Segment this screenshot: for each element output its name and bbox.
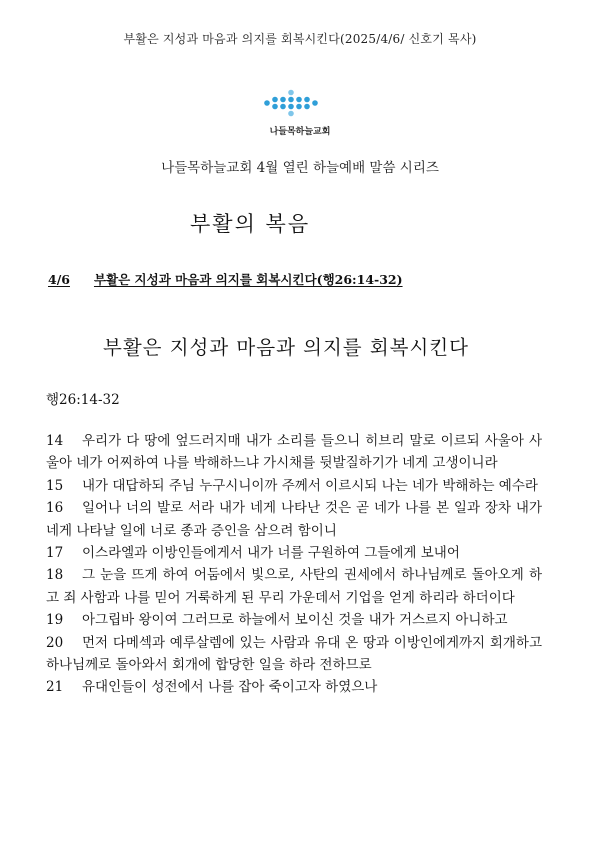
logo-dot [288, 97, 294, 103]
logo-dot [264, 100, 270, 106]
verse-item [46, 475, 542, 497]
verse-number: 17 [46, 545, 64, 562]
logo-dot [280, 104, 286, 110]
verse-text: 내가 대답하되 주님 누구시니이까 주께서 이르시되 나는 네가 박해하는 예수라 [82, 477, 538, 494]
logo-dot [304, 97, 310, 103]
schedule-line [48, 270, 403, 288]
logo-dot [288, 90, 294, 96]
verse-number: 16 [46, 500, 64, 517]
verse-item [46, 609, 542, 631]
verse-item [46, 676, 542, 698]
logo-dot [288, 111, 294, 117]
verse-number: 18 [46, 567, 64, 584]
logo-dot [272, 97, 278, 103]
church-logo-icon [263, 86, 319, 120]
logo-dot [280, 97, 286, 103]
logo-dot [296, 104, 302, 110]
schedule-title: 부활은 지성과 마음과 의지를 회복시킨다(행26:14-32) [93, 272, 403, 287]
verse-item [46, 430, 542, 475]
verse-item [46, 542, 542, 564]
sermon-title: 부활은 지성과 마음과 의지를 회복시킨다 [103, 336, 470, 359]
logo-dot [304, 104, 310, 110]
verse-number: 21 [46, 679, 64, 696]
verse-text: 아그립바 왕이여 그러므로 하늘에서 보이신 것을 내가 거스르지 아니하고 [82, 612, 508, 629]
schedule-date: 4/6 [48, 272, 70, 287]
verse-text: 우리가 다 땅에 엎드러지매 내가 소리를 들으니 히브리 말로 이르되 사울아 사울아 네가 어찌하여 나를 박해하느냐 가시채를 뒷발질하기가 네게 고생이니라 [46, 433, 542, 472]
verse-text: 그 눈을 뜨게 하여 어둠에서 빛으로, 사탄의 권세에서 하나님께로 돌아오게 하고 죄 사함과 나를 믿어 거룩하게 된 무리 가운데서 기업을 얻게 하리라 하더이다 [46, 567, 542, 606]
verse-text: 일어나 너의 발로 서라 내가 네게 나타난 것은 곧 네가 나를 본 일과 장차 내가 네게 나타날 일에 너로 종과 증인을 삼으려 함이니 [46, 500, 542, 539]
verse-item [46, 497, 542, 542]
verse-number: 19 [46, 612, 64, 629]
verse-text: 유대인들이 성전에서 나를 잡아 죽이고자 하였으나 [82, 679, 378, 696]
verse-item [46, 564, 542, 609]
logo-dot [288, 104, 294, 110]
verse-text: 이스라엘과 이방인들에게서 내가 너를 구원하여 그들에게 보내어 [82, 545, 460, 562]
passage-reference: 행26:14-32 [46, 392, 120, 408]
logo-dot [272, 104, 278, 110]
verse-number: 14 [46, 433, 64, 449]
logo-dot [312, 100, 318, 106]
page-header: 부활은 지성과 마음과 의지를 회복시킨다(2025/4/6/ 신호기 목사) [123, 32, 477, 46]
verse-number: 15 [46, 477, 64, 494]
main-title: 부활의 복음 [190, 212, 311, 236]
church-logo-name: 나들목하늘교회 [269, 127, 331, 137]
series-title: 나들목하늘교회 4월 열린 하늘예배 말씀 시리즈 [161, 160, 439, 176]
logo-dot [296, 97, 302, 103]
verse-item [46, 632, 542, 677]
verse-list [46, 430, 542, 699]
verse-text: 먼저 다메섹과 예루살렘에 있는 사람과 유대 온 땅과 이방인에게까지 회개하고 하나님께로 돌아와서 회개에 합당한 일을 하라 전하므로 [46, 634, 542, 674]
verse-number: 20 [46, 634, 64, 651]
